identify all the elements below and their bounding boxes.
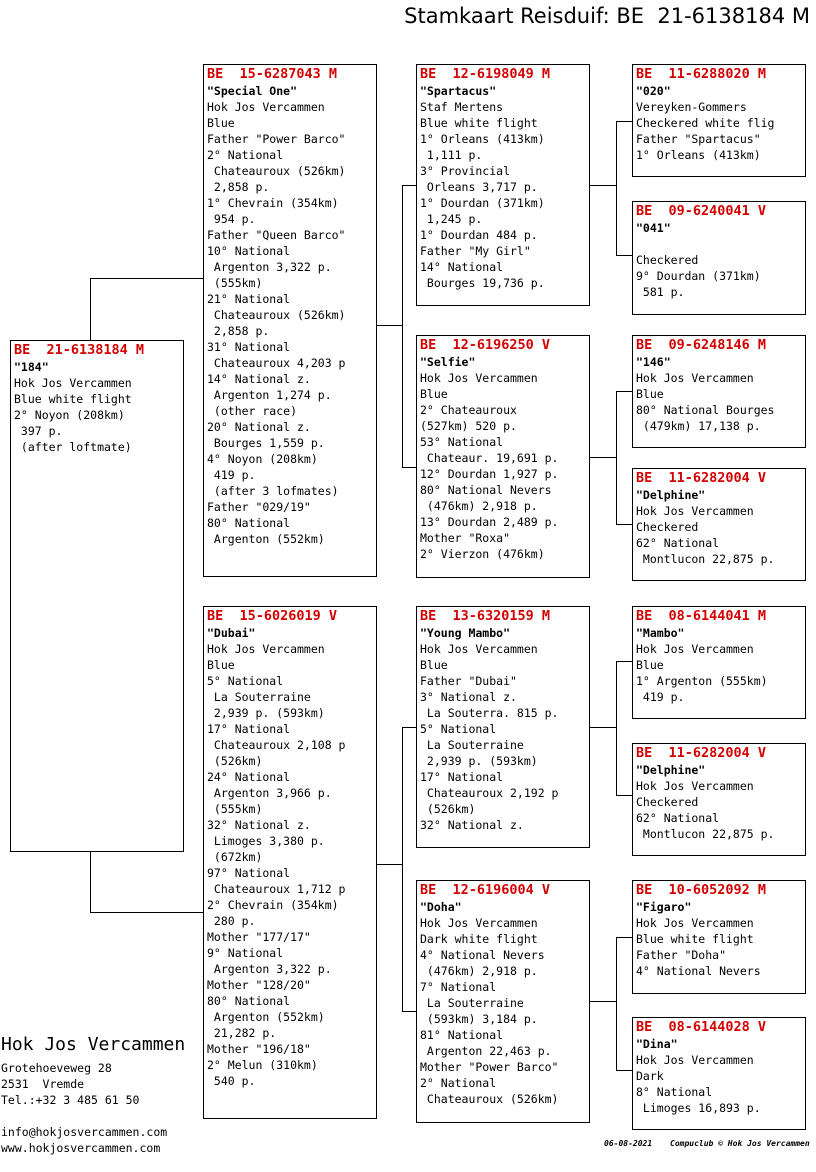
connector-line xyxy=(616,795,633,796)
pigeon-detail-line: Chateaur. 19,691 p. xyxy=(420,451,559,465)
pigeon-detail-line: 540 p. xyxy=(207,1074,256,1088)
pigeon-card-paternal-grandmother xyxy=(416,335,590,578)
pigeon-detail-line: Checkered xyxy=(636,520,699,534)
pigeon-detail-line: La Souterraine xyxy=(207,690,311,704)
footer-date: 06-08-2021 xyxy=(604,1139,653,1148)
pigeon-detail-line: Blue white flight xyxy=(14,392,132,406)
pigeon-detail-line: 32° National z. xyxy=(207,818,311,832)
pigeon-name: "Dina" xyxy=(636,1037,678,1051)
pigeon-detail-line: (555km) xyxy=(207,276,263,290)
pigeon-detail-line: Hok Jos Vercammen xyxy=(420,642,538,656)
pigeon-detail-line: 397 p. xyxy=(14,424,63,438)
pigeon-card-father xyxy=(203,64,377,577)
pigeon-detail-line: 10° National xyxy=(207,244,291,258)
pigeon-detail-line: Mother "Power Barco" xyxy=(420,1060,559,1074)
pigeon-detail-line: 7° National xyxy=(420,980,497,994)
pigeon-detail-line: 32° National z. xyxy=(420,818,524,832)
pigeon-detail-line: 2° National xyxy=(420,1076,497,1090)
pigeon-detail-line: 954 p. xyxy=(207,212,256,226)
pigeon-detail-line: 1° Chevrain (354km) xyxy=(207,196,339,210)
connector-line xyxy=(589,457,616,458)
pigeon-detail-line: 4° National Nevers xyxy=(420,948,545,962)
pigeon-name: "146" xyxy=(636,355,671,369)
pigeon-detail-line: Father "Queen Barco" xyxy=(207,228,346,242)
pigeon-detail-line: 419 p. xyxy=(636,690,685,704)
pigeon-detail-line: Argenton (552km) xyxy=(207,1010,325,1024)
pigeon-detail-line: Blue xyxy=(207,116,235,130)
pigeon-name: "Spartacus" xyxy=(420,84,497,98)
pigeon-detail-line: Checkered xyxy=(636,253,699,267)
pigeon-detail-line: Mother "Roxa" xyxy=(420,531,511,545)
connector-line xyxy=(402,1011,417,1012)
pigeon-card-paternal-grandfather xyxy=(416,64,590,306)
pigeon-detail-line: Chateauroux 1,712 p xyxy=(207,882,346,896)
pigeon-detail-line: Father "My Girl" xyxy=(420,244,531,258)
pigeon-detail-line: (555km) xyxy=(207,802,263,816)
connector-line xyxy=(616,661,633,662)
pigeon-detail-line: 8° National xyxy=(636,1085,713,1099)
pigeon-detail-line: Bourges 19,736 p. xyxy=(420,276,545,290)
pigeon-detail-line: 81° National xyxy=(420,1028,504,1042)
owner-name: Hok Jos Vercammen xyxy=(1,1034,186,1055)
ring-number: BE 10-6052092 M xyxy=(636,882,767,898)
connector-line xyxy=(402,185,403,468)
pigeon-card-maternal-grandfather xyxy=(416,606,590,848)
pigeon-card-ggp-8 xyxy=(632,1017,806,1130)
pigeon-name: "Special One" xyxy=(207,84,298,98)
pigeon-detail-line: 80° National Bourges xyxy=(636,403,775,417)
pigeon-detail-line: (526km) xyxy=(420,802,476,816)
pigeon-detail-line: (479km) 17,138 p. xyxy=(636,419,761,433)
pigeon-name: "020" xyxy=(636,84,671,98)
pigeon-detail-line: (527km) 520 p. xyxy=(420,419,517,433)
pigeon-detail-line: 17° National xyxy=(207,722,291,736)
owner-city: 2531 Vremde xyxy=(1,1077,85,1091)
pigeon-detail-line: 62° National xyxy=(636,811,720,825)
pigeon-detail-line: 2° Chateauroux xyxy=(420,403,517,417)
pigeon-detail-line: Chateauroux 4,203 p xyxy=(207,356,346,370)
pigeon-detail-line: La Souterra. 815 p. xyxy=(420,706,559,720)
pigeon-detail-line: 2° National xyxy=(207,148,284,162)
pigeon-detail-line: Chateauroux (526km) xyxy=(420,1092,559,1106)
pigeon-detail-line: (476km) 2,918 p. xyxy=(420,499,538,513)
pigeon-detail-line: Vereyken-Gommers xyxy=(636,100,747,114)
connector-line xyxy=(376,325,402,326)
connector-line xyxy=(589,185,616,186)
pigeon-detail-line: 21,282 p. xyxy=(207,1026,277,1040)
owner-street: Grotehoeveweg 28 xyxy=(1,1061,112,1075)
pigeon-detail-line: 1° Dourdan (371km) xyxy=(420,196,545,210)
connector-line xyxy=(402,467,417,468)
pigeon-detail-line: Father "029/19" xyxy=(207,500,311,514)
pigeon-detail-line: Hok Jos Vercammen xyxy=(636,371,754,385)
pigeon-name: "184" xyxy=(14,360,49,374)
pigeon-detail-line: Hok Jos Vercammen xyxy=(207,100,325,114)
pigeon-detail-line: (other race) xyxy=(207,404,298,418)
pigeon-name: "Mambo" xyxy=(636,626,685,640)
pigeon-detail-line: 3° Provincial xyxy=(420,164,511,178)
connector-line xyxy=(616,937,617,1071)
pigeon-detail-line: Chateauroux (526km) xyxy=(207,308,346,322)
ring-number: BE 11-6288020 M xyxy=(636,66,767,82)
pigeon-detail-line: 2,858 p. xyxy=(207,180,270,194)
pigeon-detail-line: 2,939 p. (593km) xyxy=(207,706,325,720)
pigeon-detail-line: 4° Noyon (208km) xyxy=(207,452,318,466)
pigeon-name: "Figaro" xyxy=(636,900,692,914)
pigeon-card-maternal-grandmother xyxy=(416,880,590,1123)
pigeon-detail-line: Hok Jos Vercammen xyxy=(420,916,538,930)
connector-line xyxy=(616,524,633,525)
pigeon-detail-line: 3° National z. xyxy=(420,690,517,704)
pigeon-detail-line: Blue white flight xyxy=(636,932,754,946)
pigeon-detail-line: Montlucon 22,875 p. xyxy=(636,827,775,841)
pigeon-detail-line: Bourges 1,559 p. xyxy=(207,436,325,450)
pigeon-detail-line: Checkered xyxy=(636,795,699,809)
pigeon-detail-line: 9° Dourdan (371km) xyxy=(636,269,761,283)
connector-line xyxy=(616,1070,633,1071)
pigeon-detail-line: Blue xyxy=(636,658,664,672)
pigeon-detail-line: 13° Dourdan 2,489 p. xyxy=(420,515,559,529)
pigeon-detail-line: (after loftmate) xyxy=(14,440,132,454)
pigeon-detail-line: (after 3 lofmates) xyxy=(207,484,339,498)
pigeon-detail-line: Dark xyxy=(636,1069,664,1083)
pigeon-name: "Dubai" xyxy=(207,626,256,640)
owner-phone: Tel.:+32 3 485 61 50 xyxy=(1,1093,140,1107)
pigeon-detail-line: La Souterraine xyxy=(420,738,524,752)
pigeon-detail-line: Argenton 22,463 p. xyxy=(420,1044,552,1058)
pigeon-detail-line: Checkered white flig xyxy=(636,116,775,130)
pigeon-detail-line: Mother "128/20" xyxy=(207,978,311,992)
pigeon-detail-line: La Souterraine xyxy=(420,996,524,1010)
pigeon-name: "Delphine" xyxy=(636,488,706,502)
connector-line xyxy=(616,121,617,256)
pigeon-detail-line: 4° National Nevers xyxy=(636,964,761,978)
pigeon-card-ggp-2 xyxy=(632,201,806,315)
pigeon-card-subject xyxy=(10,340,184,852)
ring-number: BE 21-6138184 M xyxy=(14,342,145,358)
pigeon-card-ggp-1 xyxy=(632,64,806,177)
pigeon-detail-line: Hok Jos Vercammen xyxy=(636,642,754,656)
connector-line xyxy=(616,661,617,796)
ring-number: BE 12-6196004 V xyxy=(420,882,551,898)
pigeon-detail-line: Blue xyxy=(636,387,664,401)
pigeon-detail-line: 24° National xyxy=(207,770,291,784)
ring-number: BE 09-6240041 V xyxy=(636,203,767,219)
pigeon-detail-line: 80° National xyxy=(207,516,291,530)
pigeon-detail-line: 9° National xyxy=(207,946,284,960)
pigeon-detail-line: 14° National z. xyxy=(207,372,311,386)
pigeon-name: "041" xyxy=(636,221,671,235)
pigeon-detail-line: Hok Jos Vercammen xyxy=(636,779,754,793)
pigeon-detail-line: Blue white flight xyxy=(420,116,538,130)
pigeon-detail-line: Hok Jos Vercammen xyxy=(207,642,325,656)
pigeon-detail-line: 2° Chevrain (354km) xyxy=(207,898,339,912)
pigeon-detail-line: Argenton 3,322 p. xyxy=(207,962,332,976)
pigeon-detail-line: Montlucon 22,875 p. xyxy=(636,552,775,566)
pigeon-detail-line: 12° Dourdan 1,927 p. xyxy=(420,467,559,481)
pigeon-detail-line: 21° National xyxy=(207,292,291,306)
pigeon-card-ggp-6 xyxy=(632,743,806,856)
pigeon-detail-line: Father "Power Barco" xyxy=(207,132,346,146)
pigeon-card-ggp-7 xyxy=(632,880,806,994)
ring-number: BE 15-6287043 M xyxy=(207,66,338,82)
pigeon-detail-line: 1° Orleans (413km) xyxy=(636,148,761,162)
pigeon-detail-line: 31° National xyxy=(207,340,291,354)
pigeon-detail-line: Blue xyxy=(420,387,448,401)
ring-number: BE 08-6144041 M xyxy=(636,608,767,624)
pigeon-detail-line: Chateauroux 2,108 p xyxy=(207,738,346,752)
pigeon-detail-line: Mother "177/17" xyxy=(207,930,311,944)
ring-number: BE 15-6026019 V xyxy=(207,608,338,624)
pigeon-detail-line: 2,858 p. xyxy=(207,324,270,338)
connector-line xyxy=(90,278,203,279)
pigeon-detail-line: 1° Orleans (413km) xyxy=(420,132,545,146)
pigeon-detail-line: Argenton (552km) xyxy=(207,532,325,546)
pigeon-detail-line: Argenton 3,322 p. xyxy=(207,260,332,274)
pigeon-detail-line: 1° Argenton (555km) xyxy=(636,674,768,688)
ring-number: BE 13-6320159 M xyxy=(420,608,551,624)
connector-line xyxy=(90,278,91,340)
ring-number: BE 09-6248146 M xyxy=(636,337,767,353)
pigeon-detail-line: 2° Vierzon (476km) xyxy=(420,547,545,561)
connector-line xyxy=(402,727,403,1012)
pigeon-detail-line: 419 p. xyxy=(207,468,256,482)
pigeon-detail-line: 2,939 p. (593km) xyxy=(420,754,538,768)
pigeon-detail-line: Hok Jos Vercammen xyxy=(636,1053,754,1067)
connector-line xyxy=(90,851,91,913)
pigeon-detail-line: 1,245 p. xyxy=(420,212,483,226)
owner-website[interactable]: www.hokjosvercammen.com xyxy=(1,1141,161,1155)
pigeon-detail-line: Chateauroux 2,192 p xyxy=(420,786,559,800)
pigeon-detail-line: Blue xyxy=(207,658,235,672)
connector-line xyxy=(589,1001,616,1002)
pigeon-detail-line: Hok Jos Vercammen xyxy=(14,376,132,390)
pigeon-card-mother xyxy=(203,606,377,1119)
pigeon-detail-line: 20° National z. xyxy=(207,420,311,434)
pigeon-detail-line xyxy=(636,236,802,252)
connector-line xyxy=(616,255,633,256)
pigeon-detail-line: 97° National xyxy=(207,866,291,880)
pigeon-detail-line: Hok Jos Vercammen xyxy=(636,916,754,930)
pigeon-name: "Doha" xyxy=(420,900,462,914)
pigeon-detail-line: Father "Doha" xyxy=(636,948,727,962)
connector-line xyxy=(376,864,402,865)
pigeon-detail-line: Chateauroux (526km) xyxy=(207,164,346,178)
pigeon-detail-line: (526km) xyxy=(207,754,263,768)
pigeon-card-ggp-5 xyxy=(632,606,806,719)
connector-line xyxy=(616,937,633,938)
pigeon-detail-line: 280 p. xyxy=(207,914,256,928)
pigeon-detail-line: Blue xyxy=(420,658,448,672)
pigeon-detail-line: Father "Spartacus" xyxy=(636,132,761,146)
owner-email[interactable]: info@hokjosvercammen.com xyxy=(1,1125,168,1139)
pigeon-detail-line: 17° National xyxy=(420,770,504,784)
pigeon-card-ggp-4 xyxy=(632,468,806,581)
pigeon-detail-line: Orleans 3,717 p. xyxy=(420,180,538,194)
connector-line xyxy=(589,727,616,728)
pigeon-detail-line: Limoges 16,893 p. xyxy=(636,1101,761,1115)
pigeon-detail-line: 80° National Nevers xyxy=(420,483,552,497)
pigeon-detail-line: 5° National xyxy=(420,722,497,736)
pigeon-name: "Young Mambo" xyxy=(420,626,511,640)
pigeon-detail-line: 581 p. xyxy=(636,285,685,299)
pigeon-name: "Delphine" xyxy=(636,763,706,777)
ring-number: BE 12-6196250 V xyxy=(420,337,551,353)
connector-line xyxy=(616,121,633,122)
footer-credit: Compuclub © Hok Jos Vercammen xyxy=(670,1139,810,1148)
connector-line xyxy=(616,391,617,525)
pigeon-detail-line: 1° Dourdan 484 p. xyxy=(420,228,538,242)
pigeon-detail-line: 14° National xyxy=(420,260,504,274)
pigeon-detail-line: 53° National xyxy=(420,435,504,449)
pigeon-detail-line: (593km) 3,184 p. xyxy=(420,1012,538,1026)
pigeon-detail-line: 80° National xyxy=(207,994,291,1008)
ring-number: BE 12-6198049 M xyxy=(420,66,551,82)
pigeon-detail-line: Staf Mertens xyxy=(420,100,504,114)
pigeon-detail-line: Dark white flight xyxy=(420,932,538,946)
pigeon-detail-line: 1,111 p. xyxy=(420,148,483,162)
pigeon-detail-line: (672km) xyxy=(207,850,263,864)
pigeon-detail-line: Argenton 1,274 p. xyxy=(207,388,332,402)
pigeon-detail-line: Argenton 3,966 p. xyxy=(207,786,332,800)
ring-number: BE 11-6282004 V xyxy=(636,470,767,486)
connector-line xyxy=(616,391,633,392)
pigeon-card-ggp-3 xyxy=(632,335,806,448)
page-title: Stamkaart Reisduif: BE 21-6138184 M xyxy=(404,4,810,28)
pigeon-detail-line: 2° Noyon (208km) xyxy=(14,408,125,422)
pigeon-detail-line: Hok Jos Vercammen xyxy=(636,504,754,518)
pigeon-detail-line: Limoges 3,380 p. xyxy=(207,834,325,848)
pigeon-detail-line: 5° National xyxy=(207,674,284,688)
ring-number: BE 11-6282004 V xyxy=(636,745,767,761)
connector-line xyxy=(402,185,417,186)
ring-number: BE 08-6144028 V xyxy=(636,1019,767,1035)
pigeon-name: "Selfie" xyxy=(420,355,476,369)
pigeon-detail-line: 62° National xyxy=(636,536,720,550)
pigeon-detail-line: (476km) 2,918 p. xyxy=(420,964,538,978)
pigeon-detail-line: Mother "196/18" xyxy=(207,1042,311,1056)
pigeon-detail-line: Father "Dubai" xyxy=(420,674,517,688)
connector-line xyxy=(90,912,203,913)
connector-line xyxy=(402,727,417,728)
pigeon-detail-line: 2° Melun (310km) xyxy=(207,1058,318,1072)
pigeon-detail-line: Hok Jos Vercammen xyxy=(420,371,538,385)
